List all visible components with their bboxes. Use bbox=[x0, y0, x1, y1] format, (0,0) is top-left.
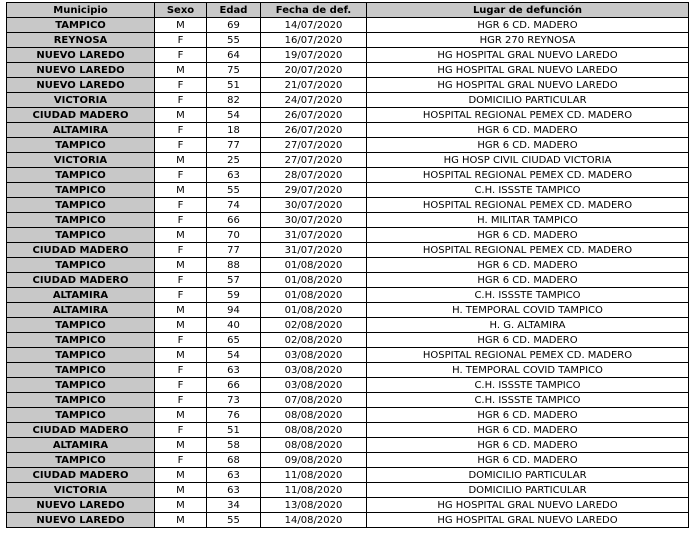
cell-fecha: 07/08/2020 bbox=[261, 393, 367, 408]
table-row bbox=[7, 213, 689, 228]
cell-edad: 77 bbox=[207, 138, 261, 153]
cell-lugar: HGR 270 REYNOSA bbox=[367, 33, 689, 48]
cell-municipio: NUEVO LAREDO bbox=[7, 513, 155, 528]
cell-lugar: C.H. ISSSTE TAMPICO bbox=[367, 288, 689, 303]
cell-fecha: 02/08/2020 bbox=[261, 318, 367, 333]
table-row bbox=[7, 33, 689, 48]
cell-edad: 34 bbox=[207, 498, 261, 513]
cell-sexo: F bbox=[155, 363, 207, 378]
cell-lugar: DOMICILIO PARTICULAR bbox=[367, 468, 689, 483]
header-sexo: Sexo bbox=[155, 3, 207, 18]
cell-municipio: TAMPICO bbox=[7, 318, 155, 333]
cell-municipio: TAMPICO bbox=[7, 363, 155, 378]
cell-edad: 82 bbox=[207, 93, 261, 108]
cell-lugar: HG HOSPITAL GRAL NUEVO LAREDO bbox=[367, 48, 689, 63]
cell-sexo: M bbox=[155, 258, 207, 273]
cell-edad: 74 bbox=[207, 198, 261, 213]
cell-sexo: M bbox=[155, 513, 207, 528]
table-row bbox=[7, 18, 689, 33]
cell-lugar: C.H. ISSSTE TAMPICO bbox=[367, 183, 689, 198]
cell-fecha: 26/07/2020 bbox=[261, 108, 367, 123]
cell-edad: 76 bbox=[207, 408, 261, 423]
table-row bbox=[7, 123, 689, 138]
table-row bbox=[7, 498, 689, 513]
cell-fecha: 24/07/2020 bbox=[261, 93, 367, 108]
deaths-table bbox=[6, 2, 689, 528]
table-row bbox=[7, 288, 689, 303]
table-row bbox=[7, 483, 689, 498]
cell-sexo: F bbox=[155, 93, 207, 108]
cell-edad: 65 bbox=[207, 333, 261, 348]
header-edad: Edad bbox=[207, 3, 261, 18]
cell-lugar: C.H. ISSSTE TAMPICO bbox=[367, 393, 689, 408]
cell-sexo: F bbox=[155, 333, 207, 348]
header-municipio: Municipio bbox=[7, 3, 155, 18]
cell-fecha: 01/08/2020 bbox=[261, 303, 367, 318]
cell-fecha: 21/07/2020 bbox=[261, 78, 367, 93]
cell-sexo: M bbox=[155, 468, 207, 483]
table-row bbox=[7, 108, 689, 123]
cell-fecha: 03/08/2020 bbox=[261, 348, 367, 363]
cell-sexo: M bbox=[155, 498, 207, 513]
table-row bbox=[7, 303, 689, 318]
cell-lugar: HOSPITAL REGIONAL PEMEX CD. MADERO bbox=[367, 243, 689, 258]
table-row bbox=[7, 348, 689, 363]
cell-edad: 75 bbox=[207, 63, 261, 78]
table-row bbox=[7, 378, 689, 393]
cell-edad: 57 bbox=[207, 273, 261, 288]
cell-edad: 18 bbox=[207, 123, 261, 138]
cell-edad: 59 bbox=[207, 288, 261, 303]
cell-edad: 40 bbox=[207, 318, 261, 333]
cell-lugar: HOSPITAL REGIONAL PEMEX CD. MADERO bbox=[367, 108, 689, 123]
cell-edad: 63 bbox=[207, 468, 261, 483]
cell-sexo: F bbox=[155, 213, 207, 228]
cell-fecha: 14/07/2020 bbox=[261, 18, 367, 33]
cell-fecha: 03/08/2020 bbox=[261, 363, 367, 378]
cell-sexo: M bbox=[155, 153, 207, 168]
cell-municipio: TAMPICO bbox=[7, 198, 155, 213]
cell-sexo: M bbox=[155, 183, 207, 198]
cell-municipio: TAMPICO bbox=[7, 453, 155, 468]
cell-sexo: M bbox=[155, 408, 207, 423]
table-body bbox=[7, 18, 689, 528]
cell-municipio: VICTORIA bbox=[7, 483, 155, 498]
table-row bbox=[7, 273, 689, 288]
cell-municipio: REYNOSA bbox=[7, 33, 155, 48]
cell-fecha: 08/08/2020 bbox=[261, 408, 367, 423]
cell-lugar: H. TEMPORAL COVID TAMPICO bbox=[367, 303, 689, 318]
cell-lugar: HGR 6 CD. MADERO bbox=[367, 333, 689, 348]
cell-fecha: 08/08/2020 bbox=[261, 438, 367, 453]
cell-lugar: H. G. ALTAMIRA bbox=[367, 318, 689, 333]
cell-municipio: ALTAMIRA bbox=[7, 123, 155, 138]
table-row bbox=[7, 513, 689, 528]
cell-sexo: F bbox=[155, 33, 207, 48]
header-fecha: Fecha de def. bbox=[261, 3, 367, 18]
cell-fecha: 01/08/2020 bbox=[261, 273, 367, 288]
cell-sexo: F bbox=[155, 48, 207, 63]
cell-municipio: TAMPICO bbox=[7, 393, 155, 408]
cell-edad: 69 bbox=[207, 18, 261, 33]
cell-fecha: 03/08/2020 bbox=[261, 378, 367, 393]
cell-lugar: HOSPITAL REGIONAL PEMEX CD. MADERO bbox=[367, 198, 689, 213]
cell-lugar: C.H. ISSSTE TAMPICO bbox=[367, 378, 689, 393]
cell-sexo: F bbox=[155, 393, 207, 408]
cell-sexo: F bbox=[155, 423, 207, 438]
cell-sexo: M bbox=[155, 303, 207, 318]
cell-sexo: M bbox=[155, 228, 207, 243]
cell-fecha: 13/08/2020 bbox=[261, 498, 367, 513]
cell-edad: 64 bbox=[207, 48, 261, 63]
cell-municipio: NUEVO LAREDO bbox=[7, 63, 155, 78]
cell-edad: 63 bbox=[207, 363, 261, 378]
table-row bbox=[7, 408, 689, 423]
cell-edad: 66 bbox=[207, 213, 261, 228]
table-row bbox=[7, 183, 689, 198]
cell-fecha: 20/07/2020 bbox=[261, 63, 367, 78]
cell-sexo: F bbox=[155, 378, 207, 393]
cell-municipio: TAMPICO bbox=[7, 168, 155, 183]
cell-municipio: TAMPICO bbox=[7, 18, 155, 33]
cell-municipio: NUEVO LAREDO bbox=[7, 78, 155, 93]
cell-edad: 55 bbox=[207, 183, 261, 198]
cell-fecha: 26/07/2020 bbox=[261, 123, 367, 138]
cell-municipio: TAMPICO bbox=[7, 228, 155, 243]
cell-lugar: HGR 6 CD. MADERO bbox=[367, 453, 689, 468]
cell-fecha: 09/08/2020 bbox=[261, 453, 367, 468]
cell-edad: 66 bbox=[207, 378, 261, 393]
cell-sexo: M bbox=[155, 348, 207, 363]
table-row bbox=[7, 78, 689, 93]
cell-sexo: M bbox=[155, 18, 207, 33]
cell-fecha: 31/07/2020 bbox=[261, 243, 367, 258]
header-lugar: Lugar de defunción bbox=[367, 3, 689, 18]
cell-municipio: TAMPICO bbox=[7, 408, 155, 423]
table-row bbox=[7, 423, 689, 438]
cell-edad: 63 bbox=[207, 483, 261, 498]
cell-edad: 68 bbox=[207, 453, 261, 468]
cell-fecha: 11/08/2020 bbox=[261, 468, 367, 483]
table-row bbox=[7, 63, 689, 78]
cell-municipio: CIUDAD MADERO bbox=[7, 243, 155, 258]
cell-sexo: M bbox=[155, 483, 207, 498]
table-row bbox=[7, 438, 689, 453]
table-row bbox=[7, 333, 689, 348]
cell-sexo: M bbox=[155, 318, 207, 333]
table-row bbox=[7, 393, 689, 408]
cell-lugar: HG HOSP CIVIL CIUDAD VICTORIA bbox=[367, 153, 689, 168]
cell-municipio: CIUDAD MADERO bbox=[7, 108, 155, 123]
cell-edad: 55 bbox=[207, 33, 261, 48]
table-row bbox=[7, 453, 689, 468]
cell-fecha: 27/07/2020 bbox=[261, 153, 367, 168]
cell-sexo: M bbox=[155, 108, 207, 123]
cell-sexo: F bbox=[155, 453, 207, 468]
table-row bbox=[7, 243, 689, 258]
table-row bbox=[7, 318, 689, 333]
cell-edad: 54 bbox=[207, 108, 261, 123]
cell-sexo: F bbox=[155, 243, 207, 258]
cell-fecha: 31/07/2020 bbox=[261, 228, 367, 243]
cell-lugar: HGR 6 CD. MADERO bbox=[367, 408, 689, 423]
cell-edad: 88 bbox=[207, 258, 261, 273]
cell-municipio: TAMPICO bbox=[7, 348, 155, 363]
cell-municipio: TAMPICO bbox=[7, 378, 155, 393]
table-row bbox=[7, 363, 689, 378]
cell-fecha: 14/08/2020 bbox=[261, 513, 367, 528]
table-row bbox=[7, 228, 689, 243]
cell-municipio: TAMPICO bbox=[7, 258, 155, 273]
cell-sexo: F bbox=[155, 288, 207, 303]
cell-lugar: HGR 6 CD. MADERO bbox=[367, 123, 689, 138]
cell-municipio: TAMPICO bbox=[7, 183, 155, 198]
cell-lugar: DOMICILIO PARTICULAR bbox=[367, 483, 689, 498]
cell-municipio: TAMPICO bbox=[7, 333, 155, 348]
table-row bbox=[7, 48, 689, 63]
cell-municipio: VICTORIA bbox=[7, 153, 155, 168]
cell-fecha: 29/07/2020 bbox=[261, 183, 367, 198]
cell-fecha: 02/08/2020 bbox=[261, 333, 367, 348]
cell-lugar: HG HOSPITAL GRAL NUEVO LAREDO bbox=[367, 78, 689, 93]
cell-fecha: 30/07/2020 bbox=[261, 213, 367, 228]
cell-lugar: HOSPITAL REGIONAL PEMEX CD. MADERO bbox=[367, 168, 689, 183]
cell-sexo: F bbox=[155, 138, 207, 153]
cell-lugar: HGR 6 CD. MADERO bbox=[367, 258, 689, 273]
cell-edad: 94 bbox=[207, 303, 261, 318]
cell-municipio: TAMPICO bbox=[7, 213, 155, 228]
cell-fecha: 08/08/2020 bbox=[261, 423, 367, 438]
cell-fecha: 16/07/2020 bbox=[261, 33, 367, 48]
cell-municipio: VICTORIA bbox=[7, 93, 155, 108]
cell-lugar: HG HOSPITAL GRAL NUEVO LAREDO bbox=[367, 63, 689, 78]
cell-municipio: CIUDAD MADERO bbox=[7, 468, 155, 483]
cell-sexo: M bbox=[155, 438, 207, 453]
cell-lugar: HGR 6 CD. MADERO bbox=[367, 138, 689, 153]
cell-edad: 51 bbox=[207, 423, 261, 438]
cell-sexo: F bbox=[155, 273, 207, 288]
cell-municipio: NUEVO LAREDO bbox=[7, 48, 155, 63]
cell-sexo: F bbox=[155, 123, 207, 138]
table-row bbox=[7, 258, 689, 273]
cell-municipio: NUEVO LAREDO bbox=[7, 498, 155, 513]
cell-lugar: HGR 6 CD. MADERO bbox=[367, 18, 689, 33]
cell-lugar: HOSPITAL REGIONAL PEMEX CD. MADERO bbox=[367, 348, 689, 363]
cell-sexo: F bbox=[155, 198, 207, 213]
cell-municipio: ALTAMIRA bbox=[7, 288, 155, 303]
cell-lugar: HGR 6 CD. MADERO bbox=[367, 438, 689, 453]
cell-lugar: HGR 6 CD. MADERO bbox=[367, 423, 689, 438]
header-row bbox=[7, 3, 689, 18]
table-row bbox=[7, 93, 689, 108]
cell-fecha: 01/08/2020 bbox=[261, 288, 367, 303]
cell-lugar: H. MILITAR TAMPICO bbox=[367, 213, 689, 228]
cell-lugar: H. TEMPORAL COVID TAMPICO bbox=[367, 363, 689, 378]
cell-fecha: 11/08/2020 bbox=[261, 483, 367, 498]
table-row bbox=[7, 468, 689, 483]
cell-edad: 55 bbox=[207, 513, 261, 528]
cell-fecha: 01/08/2020 bbox=[261, 258, 367, 273]
cell-edad: 58 bbox=[207, 438, 261, 453]
cell-sexo: F bbox=[155, 168, 207, 183]
cell-lugar: DOMICILIO PARTICULAR bbox=[367, 93, 689, 108]
cell-municipio: ALTAMIRA bbox=[7, 303, 155, 318]
cell-lugar: HGR 6 CD. MADERO bbox=[367, 273, 689, 288]
cell-fecha: 30/07/2020 bbox=[261, 198, 367, 213]
cell-lugar: HGR 6 CD. MADERO bbox=[367, 228, 689, 243]
cell-municipio: CIUDAD MADERO bbox=[7, 423, 155, 438]
table-row bbox=[7, 198, 689, 213]
cell-municipio: ALTAMIRA bbox=[7, 438, 155, 453]
cell-edad: 77 bbox=[207, 243, 261, 258]
cell-sexo: F bbox=[155, 78, 207, 93]
cell-edad: 54 bbox=[207, 348, 261, 363]
cell-edad: 73 bbox=[207, 393, 261, 408]
cell-edad: 70 bbox=[207, 228, 261, 243]
table-row bbox=[7, 153, 689, 168]
cell-fecha: 27/07/2020 bbox=[261, 138, 367, 153]
cell-lugar: HG HOSPITAL GRAL NUEVO LAREDO bbox=[367, 513, 689, 528]
cell-edad: 25 bbox=[207, 153, 261, 168]
cell-fecha: 19/07/2020 bbox=[261, 48, 367, 63]
table-row bbox=[7, 138, 689, 153]
cell-municipio: CIUDAD MADERO bbox=[7, 273, 155, 288]
cell-sexo: M bbox=[155, 63, 207, 78]
cell-fecha: 28/07/2020 bbox=[261, 168, 367, 183]
cell-edad: 63 bbox=[207, 168, 261, 183]
cell-municipio: TAMPICO bbox=[7, 138, 155, 153]
table-row bbox=[7, 168, 689, 183]
cell-lugar: HG HOSPITAL GRAL NUEVO LAREDO bbox=[367, 498, 689, 513]
cell-edad: 51 bbox=[207, 78, 261, 93]
